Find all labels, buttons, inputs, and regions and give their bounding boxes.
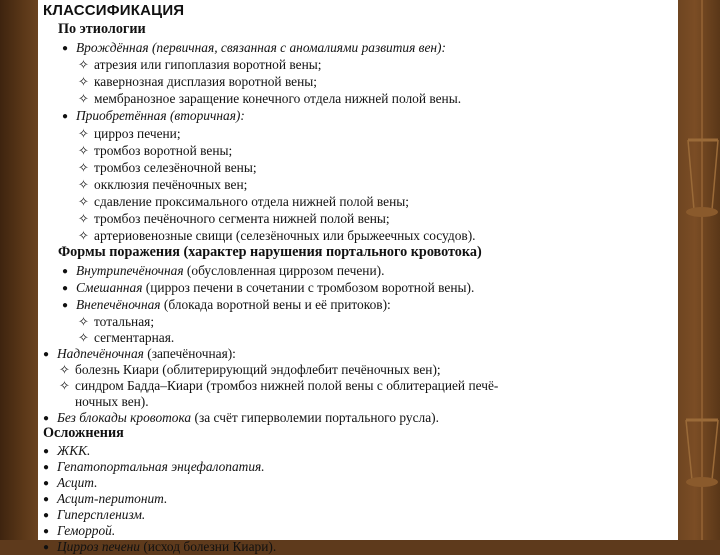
complication-item: ● Цирроз печени (исход болезни Киари). [43,539,277,554]
bullet-suprahepatic: ● Надпечёночная (запечёночная): [43,346,236,361]
section-etiology: По этиологии [58,21,146,37]
complication-item: ● Геморрой. [43,523,116,538]
bullet-mixed: ● Смешанная (цирроз печени в сочетании с тромбозом воротной вены). [62,280,475,295]
bullet-noblock: ● Без блокады кровотока (за счёт гиперволемии портального русла). [43,410,439,425]
list-item: ✧ сдавление проксимального отдела нижней полой вены; [78,194,410,209]
bullet-icon: ● [43,542,50,553]
bullet-congenital: ● Врождённая (первичная, связанная с аномалиями развития вен): [62,40,446,55]
bullet-icon: ● [62,283,69,294]
diamond-bullet-icon: ✧ [59,362,70,377]
bullet-icon: ● [43,413,50,424]
diamond-bullet-icon: ✧ [78,57,89,72]
list-item: ✧ мембранозное заращение конечного отдела нижней полой вены. [78,91,462,106]
bullet-icon: ● [43,446,50,457]
list-item: ✧ кавернозная дисплазия воротной вены; [78,74,318,89]
list-item: ✧ тромбоз селезёночной вены; [78,160,257,175]
bullet-extrahepatic: ● Внепечёночная (блокада воротной вены и её притоков): [62,297,391,312]
complication-item: ● ЖКК. [43,443,91,458]
scale-decoration-icon [684,0,720,540]
diamond-bullet-icon: ✧ [59,378,70,393]
bullet-icon: ● [43,510,50,521]
list-item: ✧ артериовенозные свищи (селезёночных или брыжеечных сосудов). [78,228,476,243]
bullet-icon: ● [62,111,69,122]
document-sheet [38,0,678,554]
bullet-icon: ● [43,478,50,489]
list-item: ✧ болезнь Киари (облитерирующий эндофлебит печёночных вен); [59,362,441,377]
left-background-border [0,0,38,540]
list-item: ✧ тотальная; [78,314,155,329]
section-forms: Формы поражения (характер нарушения портального кровотока) [58,244,482,260]
diamond-bullet-icon: ✧ [78,314,89,329]
diamond-bullet-icon: ✧ [78,194,89,209]
bullet-icon: ● [43,526,50,537]
diamond-bullet-icon: ✧ [78,126,89,141]
list-item: ✧ тромбоз печёночного сегмента нижней полой вены; [78,211,390,226]
diamond-bullet-icon: ✧ [78,74,89,89]
document-title: КЛАССИФИКАЦИЯ [43,2,185,19]
bullet-icon: ● [62,43,69,54]
diamond-bullet-icon: ✧ [78,177,89,192]
diamond-bullet-icon: ✧ [78,211,89,226]
section-complications: Осложнения [43,425,124,441]
bullet-acquired: ● Приобретённая (вторичная): [62,108,245,123]
list-item: ✧ тромбоз воротной вены; [78,143,233,158]
bullet-icon: ● [43,462,50,473]
list-item: ✧ синдром Бадда–Киари (тромбоз нижней полой вены с облитерацией печё- [59,378,499,393]
bullet-icon: ● [62,266,69,277]
list-item: ✧ сегментарная. [78,330,175,345]
list-item: ✧ атрезия или гипоплазия воротной вены; [78,57,322,72]
bullet-icon: ● [43,494,50,505]
complication-item: ● Асцит-перитонит. [43,491,168,506]
complication-item: ● Асцит. [43,475,98,490]
diamond-bullet-icon: ✧ [78,228,89,243]
list-item-continuation: ночных вен). [75,394,149,409]
bullet-icon: ● [43,349,50,360]
complication-item: ● Гиперспленизм. [43,507,146,522]
bullet-intrahepatic: ● Внутрипечёночная (обусловленная циррозом печени). [62,263,385,278]
list-item: ✧ окклюзия печёночных вен; [78,177,248,192]
diamond-bullet-icon: ✧ [78,91,89,106]
complication-item: ● Гепатопортальная энцефалопатия. [43,459,265,474]
diamond-bullet-icon: ✧ [78,160,89,175]
list-item: ✧ цирроз печени; [78,126,181,141]
diamond-bullet-icon: ✧ [78,330,89,345]
diamond-bullet-icon: ✧ [78,143,89,158]
bullet-icon: ● [62,300,69,311]
